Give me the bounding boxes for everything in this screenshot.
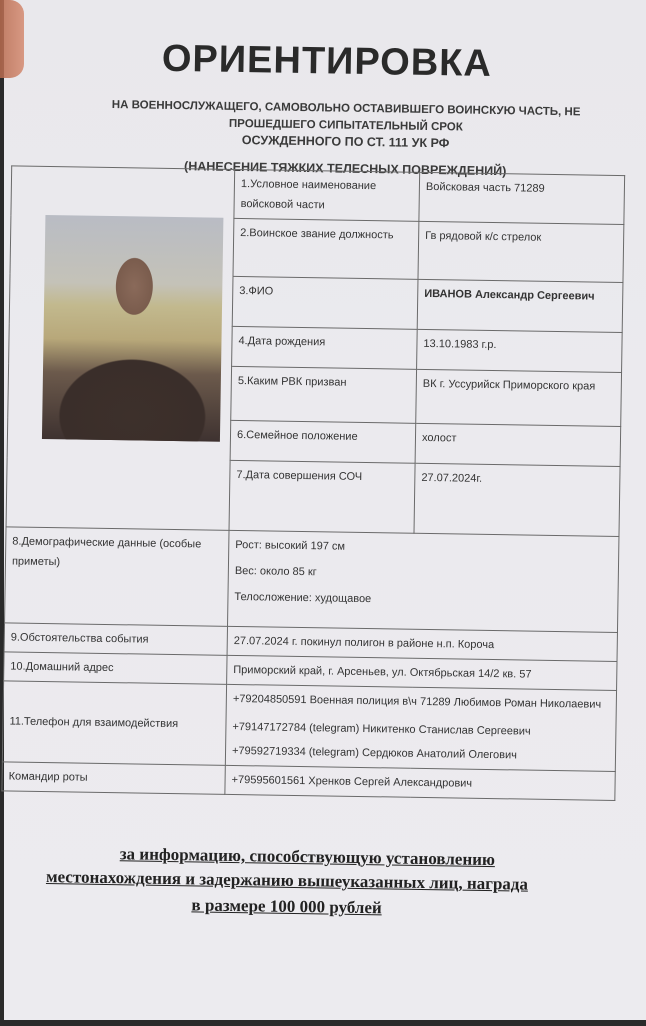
field-label: 3.ФИО xyxy=(232,276,418,329)
reward-line-2: местонахождения и задержанию вышеуказанных лиц, награда xyxy=(45,867,529,894)
field-label: 10.Домашний адрес xyxy=(4,652,227,684)
photo-cell xyxy=(6,166,235,530)
field-value: 27.07.2024г. xyxy=(414,463,620,536)
field-value: 13.10.1983 г.р. xyxy=(417,329,623,372)
field-label: 4.Дата рождения xyxy=(232,326,418,369)
field-label: 7.Дата совершения СОЧ xyxy=(229,460,415,533)
field-value: Гв рядовой к/с стрелок xyxy=(418,221,624,282)
contact-phones xyxy=(225,684,616,771)
field-value: +79595601561 Хренков Сергей Александрович xyxy=(225,765,615,800)
conviction-line: ОСУЖДЕННОГО ПО СТ. 111 УК РФ xyxy=(241,133,450,151)
field-label: Командир роты xyxy=(2,762,225,794)
offense-line: (НАНЕСЕНИЕ ТЯЖКИХ ТЕЛЕСНЫХ ПОВРЕЖДЕНИЙ) xyxy=(183,159,507,179)
reward-line-1: за информацию, способствующую установлению xyxy=(119,844,496,870)
info-table xyxy=(1,165,625,801)
field-label: 2.Воинское звание должность xyxy=(233,218,419,279)
reward-line-3: в размере 100 000 рублей xyxy=(191,895,382,918)
field-value: Войсковая часть 71289 xyxy=(419,172,625,224)
field-value: ВК г. Уссурийск Приморского края xyxy=(416,369,622,426)
document-title: ОРИЕНТИРОВКА xyxy=(161,37,493,85)
field-label: 11.Телефон для взаимодействия xyxy=(2,681,226,765)
phone-line: +79204850591 Военная полиция в\ч 71289 Любимов Роман Николаевич xyxy=(232,692,602,711)
field-value: 27.07.2024 г. покинул полигон в районе н.п. Короча xyxy=(227,626,617,661)
field-value-name: ИВАНОВ Александр Сергеевич xyxy=(417,279,623,332)
portrait-photo xyxy=(42,215,223,442)
phone-line: +79592719334 (telegram) Сердюков Анатолий Олегович xyxy=(231,744,518,762)
weight-line: Вес: около 85 кг xyxy=(234,564,317,579)
field-label: 9.Обстоятельства события xyxy=(4,623,227,655)
field-value: Приморский край, г. Арсеньев, ул. Октябрьская 14/2 кв. 57 xyxy=(227,655,617,690)
phone-line: +79147172784 (telegram) Никитенко Станислав Сергеевич xyxy=(232,720,531,738)
document-subtitle: НА ВОЕННОСЛУЖАЩЕГО, САМОВОЛЬНО ОСТАВИВШЕГО ВОИНСКУЮ ЧАСТЬ, НЕ ПРОШЕДШЕГО СИПЫТАТЕЛЬНЫЙ СРОК xyxy=(111,98,581,134)
field-label: 5.Каким РВК призван xyxy=(231,366,417,423)
field-label: 6.Семейное положение xyxy=(230,420,416,463)
height-line: Рост: высокий 197 см xyxy=(235,538,346,553)
field-label: 1.Условное наименование войсковой части xyxy=(234,169,420,221)
field-value-demographics xyxy=(228,530,619,632)
field-value: холост xyxy=(415,423,621,466)
field-label: 8.Демографические данные (особые приметы) xyxy=(5,527,229,626)
build-line: Телосложение: худощавое xyxy=(234,590,372,606)
